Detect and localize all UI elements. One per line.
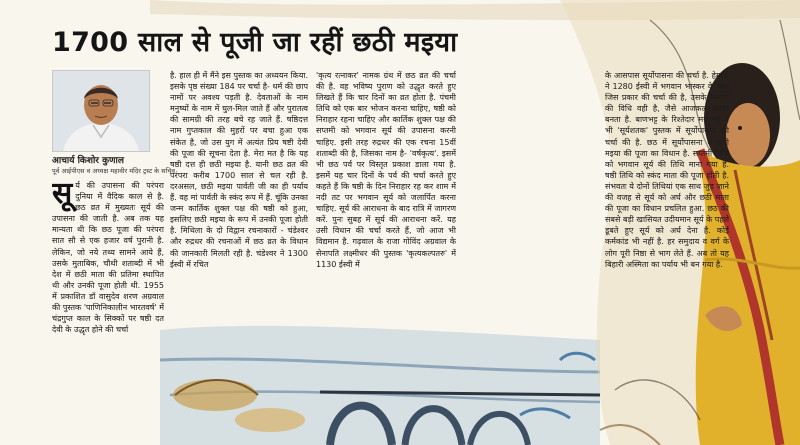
column-2-text: है. हाल ही में मैंने इस पुस्तक का अध्ययन किया. इसके पृष्ठ संख्या 184 पर चर्चा है- धर्म की छाप नामों पर अवश्य पड़ती है. देवताओं के नाम मनुष्यों के नाम में घुल-मिल जाते हैं और पुरातत्व की सामग्री की तरह बचे रह जाते हैं. षष्ठिदत्त नाम गुप्तकाल की मुहरों पर बचा हुआ एक संकेत है, जो उस युग में अत्यंत प्रिय षष्टी देवी की पूजा की सूचना देता है. मेरा मत है कि यह षष्ठी दत्त ही छठी मइया है. यानी छठ व्रत की परंपरा करीब 1700 साल से चल रही है. दरअसल, छठी मइया पार्वती जी का ही पर्याय हैं. वह मां पार्वती के स्कंद रूप में हैं. चूंकि उनका जन्म कार्तिक शुक्ल पक्ष की षष्ठी को हुआ, इसलिए छठी मइया के रूप में उनकी पूजा होती है. मिथिला के दो विद्वान रचनाकारों - चंडेश्वर और रुद्रधर की रचनाओं में छठ व्रत के विधान की जानकारी मिलती रही है. चंडेश्वर ने 1300 ईस्वी में रचित bbox=[170, 71, 308, 269]
column-1-text: र्य की उपासना की परंपरा दुनिया में वैदिक काल से है. छठ व्रत में मुख्यतः सूर्य की उपासना की जाती है. अब तक यह मान्यता थी कि छठ पूजा की परंपरा सात सौ से एक हजार वर्ष पुरानी है. लेकिन, जो नये तथ्य सामने आये हैं, उसके मुताबिक, चौथी शताब्दी में भी देश में छठी माता की प्रतिमा स्थापित थी और उनकी पूजा होती थी. 1955 में प्रकाशित डॉ वासुदेव शरण अग्रवाल की पुस्तक 'पाणिनिकालीन भारतवर्ष' में चंद्रगुप्त काल के सिक्कों पर षष्ठी दत देवी के उद्धृत होने की चर्चा bbox=[52, 181, 164, 335]
drop-cap: सू bbox=[52, 180, 73, 211]
article-column-3 bbox=[316, 70, 456, 400]
headline: 1700 साल से पूजी जा रहीं छठी मइया bbox=[52, 27, 458, 58]
author-portrait-icon bbox=[53, 71, 149, 151]
author-name: आचार्य किशोर कुणाल bbox=[52, 156, 124, 166]
column-3-text: 'कृत्य रत्नाकर' नामक ग्रंथ में छठ व्रत की चर्चा की है. वह भविष्य पुराण को उद्धृत करते हुए लिखते हैं कि चार दिनों का व्रत होता है. पंचमी तिथि को एक बार भोजन करना चाहिए, षष्ठी को निराहार रहना चाहिए और कार्तिक शुक्ल पक्ष की सप्तमी को भगवान सूर्य की उपासना करनी चाहिए. इसी तरह रुद्रधर की एक रचना 15वीं शताब्दी की है, जिसका नाम है- 'वर्षकृत्य'. इसमें भी छठ पर्व पर विस्तृत प्रकाश डाला गया है. इसमें यह चार दिनों के पर्व की चर्चा करते हुए कहते हैं कि षष्ठी के दिन निराहार रह कर शाम में नदी तट पर भगवान सूर्य को जलार्पित करना चाहिए. सूर्य की आराधना के बाद रात्रि में जागरण करें. पुनः सुबह में सूर्य की आराधना करें. यह उसी विधान की चर्चा करते हैं, जो आज भी विद्यमान है. गढ़वाल के राजा गोविंद अग्रवाल के सेनापति लक्ष्मीधर की पुस्तक 'कृत्यकल्पतरु' में 1130 ईस्वी में bbox=[316, 71, 456, 269]
article-column-4 bbox=[605, 70, 729, 370]
article-column-2 bbox=[170, 70, 308, 370]
column-4-text: के आसपास सूर्योपासना की चर्चा है. हेमाद्रि ने 1280 ईस्वी में भगवान भास्कर के लिए जिस प्रकार की चर्चा की है, उसके निर्माण की विधि वही है, जैसे आजकल कसार बनता है. बाणभट्ट के रिश्तेदार मयूरभट्ट ने भी 'सूर्यशतक' पुस्तक में सूर्योपासना की चर्चा की है. छठ में सूर्योपासना व छठी मइया की पूजा का विधान है. सप्तमी तिथि को भगवान सूर्य की तिथि माना गया है. षष्ठी तिथि को स्कंद माता की पूजा होती है. संभवतः ये दोनों तिथियां एक साथ जुड़ जाने की वजह से सूर्य को अर्घ और छठी माता की पूजा का विधान प्रचलित हुआ. छठ की सबसे बड़ी खासियत उदीयमान सूर्य के पहले डूबते हुए सूर्य को अर्घ देना है. कोई कर्मकांड भी नहीं है. हर समुदाय व वर्ग के लोग पूरी निष्ठा से भाग लेते हैं. अब तो यह बिहारी अस्मिता का पर्याय भी बन गया है. bbox=[605, 71, 729, 269]
author-photo bbox=[52, 70, 150, 152]
article-column-1 bbox=[52, 180, 164, 442]
author-title: पूर्व आईपीएस व अध्यक्ष महावीर मंदिर ट्रस्ट के सचिव bbox=[52, 167, 176, 175]
